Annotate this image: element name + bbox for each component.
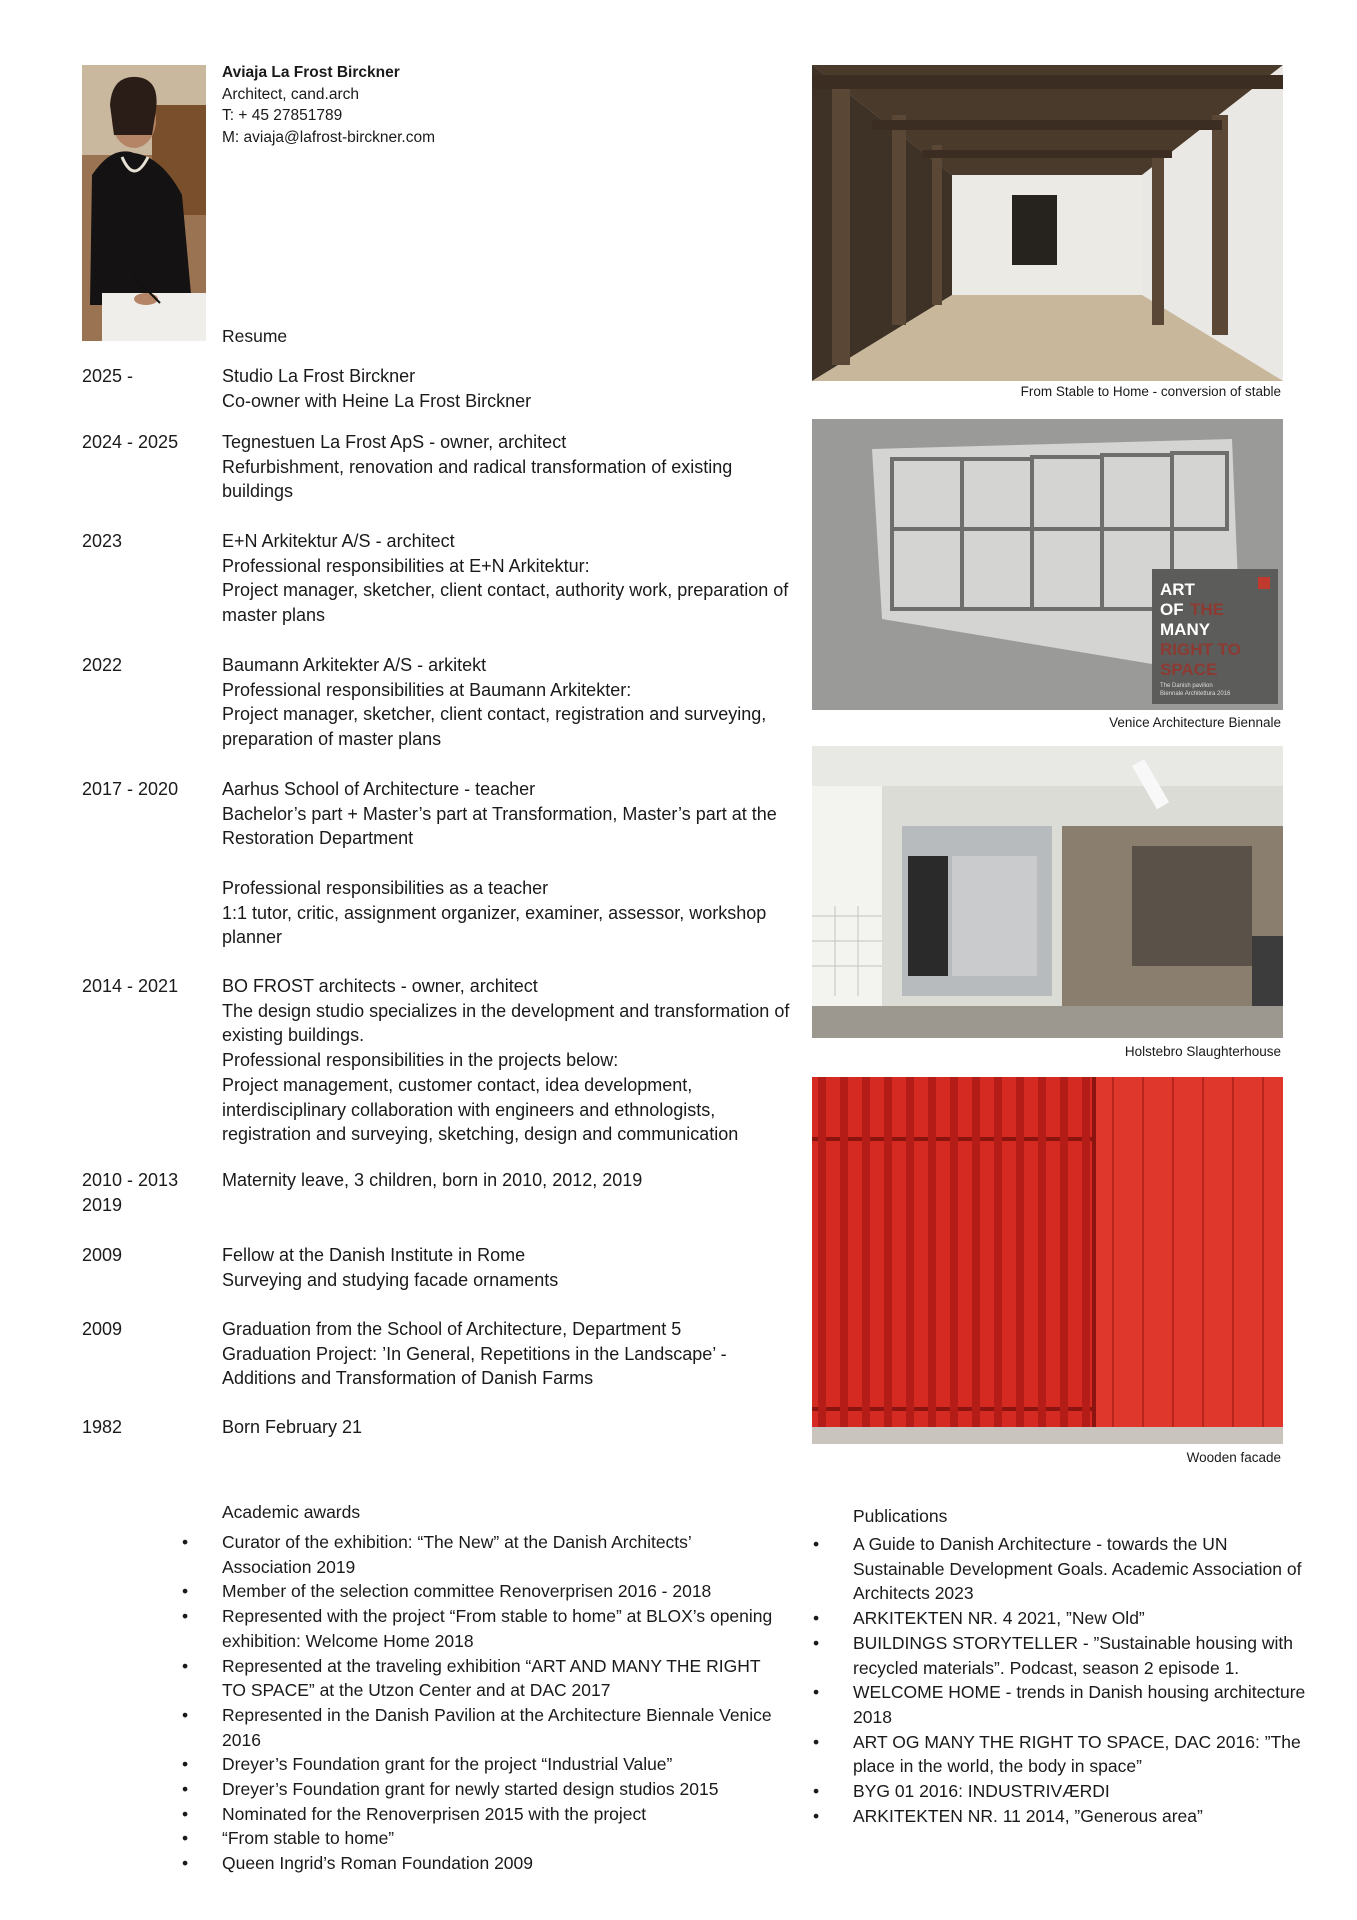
facade-board-joint — [1262, 1077, 1264, 1427]
book-cover-line: THE — [1190, 600, 1224, 619]
timeline-year: 1982 — [82, 1417, 123, 1437]
timeline-year: 2010 - 2013 2019 — [82, 1170, 179, 1215]
publications-list — [853, 1532, 1313, 1828]
timeline-line: Baumann Arkitekter A/S - arkitekt — [222, 655, 487, 675]
list-item: • Represented at the traveling exhibition “ART AND MANY THE RIGHT TO SPACE” at the Utzon Center and at DAC 2017 — [222, 1654, 782, 1703]
timeline-description — [222, 1168, 792, 1193]
facade-batten — [818, 1077, 826, 1427]
timeline-line: BO FROST architects - owner, architect — [222, 976, 538, 996]
timeline-year: 2025 - — [82, 366, 134, 386]
timeline-line: Professional responsibilities at Baumann Arkitekter: — [222, 679, 632, 700]
timeline-description — [222, 529, 792, 628]
timeline-line: Project manager, sketcher, client contact, registration and surveying, preparation of master plans — [222, 704, 767, 750]
timeline-line: Maternity leave, 3 children, born in 2010, 2012, 2019 — [222, 1170, 643, 1190]
facade-board-joint — [1232, 1077, 1234, 1427]
timeline-year: 2022 — [82, 655, 123, 675]
timeline-description — [222, 653, 792, 752]
timeline-line — [222, 851, 792, 876]
timeline-line: The design studio specializes in the development and transformation of existing buildings. — [222, 1000, 790, 1046]
timeline-line: Born February 21 — [222, 1417, 363, 1437]
timeline-year: 2009 — [82, 1245, 123, 1265]
list-item: • ARKITEKTEN NR. 11 2014, ”Generous area” — [853, 1804, 1313, 1829]
list-item: • Dreyer’s Foundation grant for the project “Industrial Value” — [222, 1752, 782, 1777]
timeline-description — [222, 1317, 792, 1391]
list-item: • Curator of the exhibition: “The New” at the Danish Architects’ Association 2019 — [222, 1530, 782, 1579]
timeline-description — [222, 364, 792, 413]
timeline-year: 2009 — [82, 1319, 123, 1339]
facade-batten — [1082, 1077, 1090, 1427]
facade-board-joint — [1202, 1077, 1204, 1427]
facade-batten — [994, 1077, 1002, 1427]
timeline-line: Professional responsibilities as a teacher — [222, 877, 549, 898]
timeline-description — [222, 974, 792, 1147]
list-item: • Represented in the Danish Pavilion at the Architecture Biennale Venice 2016 — [222, 1703, 782, 1752]
timeline-line: 1:1 tutor, critic, assignment organizer, examiner, assessor, workshop planner — [222, 902, 767, 948]
facade-board-joint — [1172, 1077, 1174, 1427]
book-cover-line: SPACE — [1160, 660, 1218, 679]
resume-heading: Resume — [222, 326, 288, 346]
list-item: • BYG 01 2016: INDUSTRIVÆRDI — [853, 1779, 1313, 1804]
timeline-line: Studio La Frost Birckner — [222, 366, 416, 386]
list-item: • BUILDINGS STORYTELLER - ”Sustainable housing with recycled materials”. Podcast, season 2 episode 1. — [853, 1631, 1313, 1680]
photo-caption: Holstebro Slaughterhouse — [1124, 1044, 1281, 1059]
list-item: • Dreyer’s Foundation grant for newly started design studios 2015 — [222, 1777, 782, 1802]
book-cover-line: RIGHT TO — [1160, 640, 1241, 659]
facade-batten — [1016, 1077, 1024, 1427]
facade-batten — [1060, 1077, 1068, 1427]
timeline-description — [222, 1243, 792, 1292]
photo-stable-to-home — [812, 65, 1283, 381]
facade-board-joint — [1142, 1077, 1144, 1427]
portrait-photo — [82, 65, 206, 341]
timeline-line: Project management, customer contact, idea development, interdisciplinary collaboration with engineers and ethnologists, registration and surveying, sketching, design and communication — [222, 1074, 739, 1145]
facade-batten — [906, 1077, 914, 1427]
timeline-year: 2023 — [82, 531, 123, 551]
timeline-line: Professional responsibilities in the projects below: — [222, 1050, 619, 1071]
timeline-line: Tegnestuen La Frost ApS - owner, architect — [222, 432, 567, 452]
list-item: • ARKITEKTEN NR. 4 2021, ”New Old” — [853, 1606, 1313, 1631]
timeline-line: E+N Arkitektur A/S - architect — [222, 531, 455, 551]
timeline-description — [222, 777, 792, 950]
book-cover-subtitle: Biennale Architettura 2016 — [1160, 691, 1231, 697]
photo-caption: From Stable to Home - conversion of stable — [1020, 384, 1281, 399]
facade-batten — [1038, 1077, 1046, 1427]
timeline-line: Co-owner with Heine La Frost Birckner — [222, 390, 532, 411]
timeline-line: Bachelor’s part + Master’s part at Transformation, Master’s part at the Restoration Department — [222, 803, 777, 849]
list-item: • Member of the selection committee Renoverprisen 2016 - 2018 — [222, 1579, 782, 1604]
awards-list — [222, 1530, 782, 1876]
photo-wooden-facade — [812, 1077, 1283, 1444]
timeline-line: Fellow at the Danish Institute in Rome — [222, 1245, 526, 1265]
timeline-year: 2017 - 2020 — [82, 779, 179, 799]
facade-batten — [884, 1077, 892, 1427]
facade-batten — [862, 1077, 870, 1427]
photo-venice-biennale — [812, 419, 1283, 710]
photo-caption: Venice Architecture Biennale — [1109, 715, 1281, 730]
timeline-year: 2024 - 2025 — [82, 432, 179, 452]
book-cover-subtitle: The Danish pavilion — [1160, 683, 1213, 689]
phone-number: T: + 45 27851789 — [222, 107, 343, 124]
facade-board-joint — [1112, 1077, 1114, 1427]
publications-heading: Publications — [853, 1506, 948, 1526]
person-name: Aviaja La Frost Birckner — [222, 64, 400, 81]
timeline-line: Graduation from the School of Architecture, Department 5 — [222, 1319, 682, 1339]
timeline-line: Aarhus School of Architecture - teacher — [222, 779, 536, 799]
facade-batten — [928, 1077, 936, 1427]
photo-holstebro-slaughterhouse — [812, 746, 1283, 1038]
book-cover-line: ART — [1160, 580, 1195, 599]
book-cover-line: OF — [1160, 600, 1184, 619]
timeline-line: Graduation Project: ’In General, Repetitions in the Landscape’ - Additions and Transformation of Danish Farms — [222, 1343, 727, 1389]
timeline-line: Surveying and studying facade ornaments — [222, 1269, 559, 1290]
list-item: • A Guide to Danish Architecture - towards the UN Sustainable Development Goals. Academic Association of Architects 2023 — [853, 1532, 1313, 1606]
list-item: • Represented with the project “From stable to home” at BLOX’s opening exhibition: Welcome Home 2018 — [222, 1604, 782, 1653]
awards-heading: Academic awards — [222, 1502, 361, 1522]
timeline-line: Professional responsibilities at E+N Arkitektur: — [222, 555, 590, 576]
list-item: • ART OG MANY THE RIGHT TO SPACE, DAC 2016: ”The place in the world, the body in space” — [853, 1730, 1313, 1779]
facade-batten — [840, 1077, 848, 1427]
photo-caption: Wooden facade — [1186, 1450, 1281, 1465]
list-item: • Nominated for the Renoverprisen 2015 with the project — [222, 1802, 782, 1827]
contact-header — [222, 62, 435, 148]
facade-batten — [972, 1077, 980, 1427]
timeline-description — [222, 430, 792, 504]
timeline-line: Project manager, sketcher, client contact, authority work, preparation of master plans — [222, 580, 789, 626]
book-cover-line: MANY — [1160, 620, 1211, 639]
timeline-description — [222, 1415, 792, 1440]
list-item: • WELCOME HOME - trends in Danish housing architecture 2018 — [853, 1680, 1313, 1729]
facade-batten — [950, 1077, 958, 1427]
timeline-line: Refurbishment, renovation and radical transformation of existing buildings — [222, 456, 733, 502]
list-item: • “From stable to home” — [222, 1826, 782, 1851]
email-address[interactable]: M: aviaja@lafrost-birckner.com — [222, 128, 435, 146]
person-title: Architect, cand.arch — [222, 85, 359, 103]
list-item: • Queen Ingrid’s Roman Foundation 2009 — [222, 1851, 782, 1876]
timeline-year: 2014 - 2021 — [82, 976, 179, 996]
